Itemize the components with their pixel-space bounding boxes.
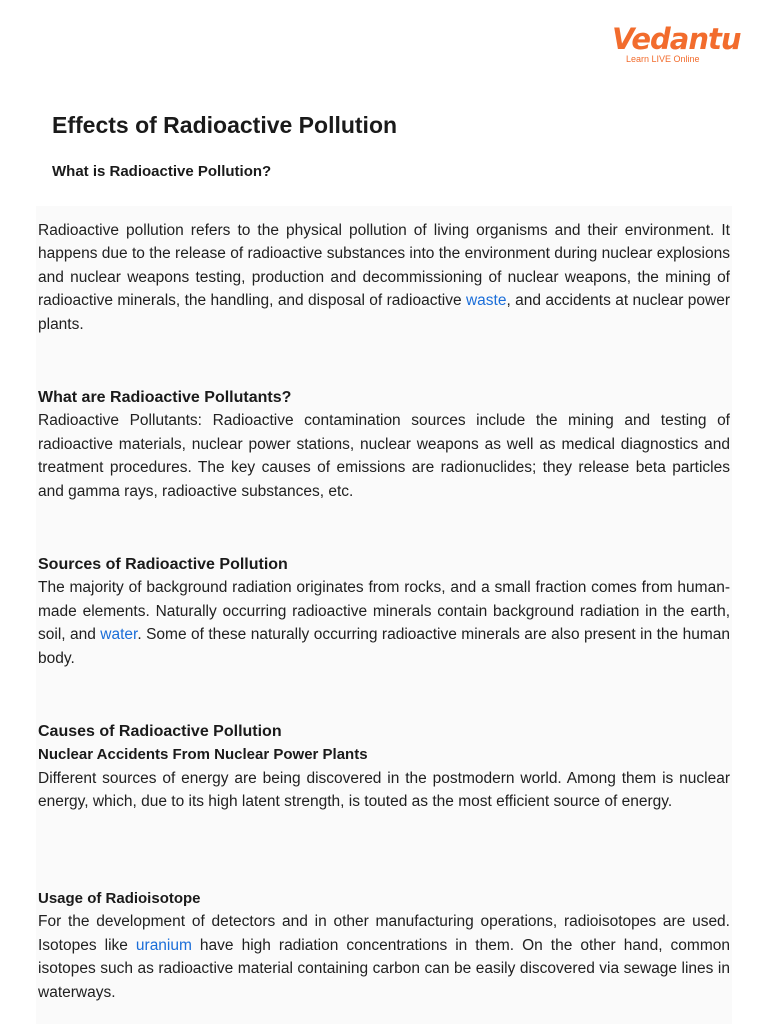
sources-text-2: . Some of these naturally occurring radioactive minerals are also present in the human body. [38,626,730,667]
what-is-heading: What is Radioactive Pollution? [52,163,272,180]
water-link[interactable]: water [100,626,138,644]
sources-paragraph [38,576,730,670]
causes-heading: Causes of Radioactive Pollution [38,723,282,740]
sources-heading: Sources of Radioactive Pollution [38,556,288,573]
page-title: Effects of Radioactive Pollution [52,112,398,138]
radioisotope-text-1: For the development of detectors and in other manufacturing operations, radioisotopes are used. Isotopes like [38,913,730,954]
what-is-text-1: Radioactive pollution refers to the physical pollution of living organisms and their environment. It happens due to the release of radioactive substances into the environment during nuclear explosions and nuclear weapons testing, production and decommissioning of nuclear weapons, the mining of radioactive minerals, the handling, and disposal of radioactive [38,222,730,310]
logo-wordmark: Vedantu [612,22,741,56]
pollutants-paragraph: Radioactive Pollutants: Radioactive contamination sources include the mining and testing of radioactive materials, nuclear power stations, nuclear weapons as well as medical diagnostics and treatment procedures. The key causes of emissions are radionuclides; they release beta particles and gamma rays, radioactive substances, etc. [38,412,730,500]
radioisotope-paragraph [38,910,730,1004]
pollutants-heading: What are Radioactive Pollutants? [38,389,292,406]
what-is-text-2: , and accidents at nuclear power plants. [38,292,730,333]
vedantu-logo[interactable] [612,22,741,72]
causes-section [38,720,730,814]
radioisotope-heading: Usage of Radioisotope [38,890,201,907]
uranium-link[interactable]: uranium [135,936,192,954]
pollutants-section [38,386,730,503]
radioisotope-section [38,887,730,1004]
logo-tagline: Learn LIVE Online [626,54,700,64]
nuclear-accidents-heading: Nuclear Accidents From Nuclear Power Plants [38,746,368,764]
radioisotope-text-2: have high radiation concentrations in them. On the other hand, common isotopes such as radioactive material containing carbon can be easily discovered via sewage lines in waterways. [38,936,730,1001]
waste-link[interactable]: waste [465,292,507,310]
sources-section [38,553,730,670]
what-is-section [38,219,730,336]
nuclear-accidents-paragraph: Different sources of energy are being discovered in the postmodern world. Among them is nuclear energy, which, due to its high latent strength, is touted as the most efficient source of energy. [38,769,730,811]
what-is-paragraph [38,219,730,336]
sources-text-1: The majority of background radiation originates from rocks, and a small fraction comes from human-made elements. Naturally occurring radioactive minerals contain background radiation in the earth, soil, and [38,579,730,644]
